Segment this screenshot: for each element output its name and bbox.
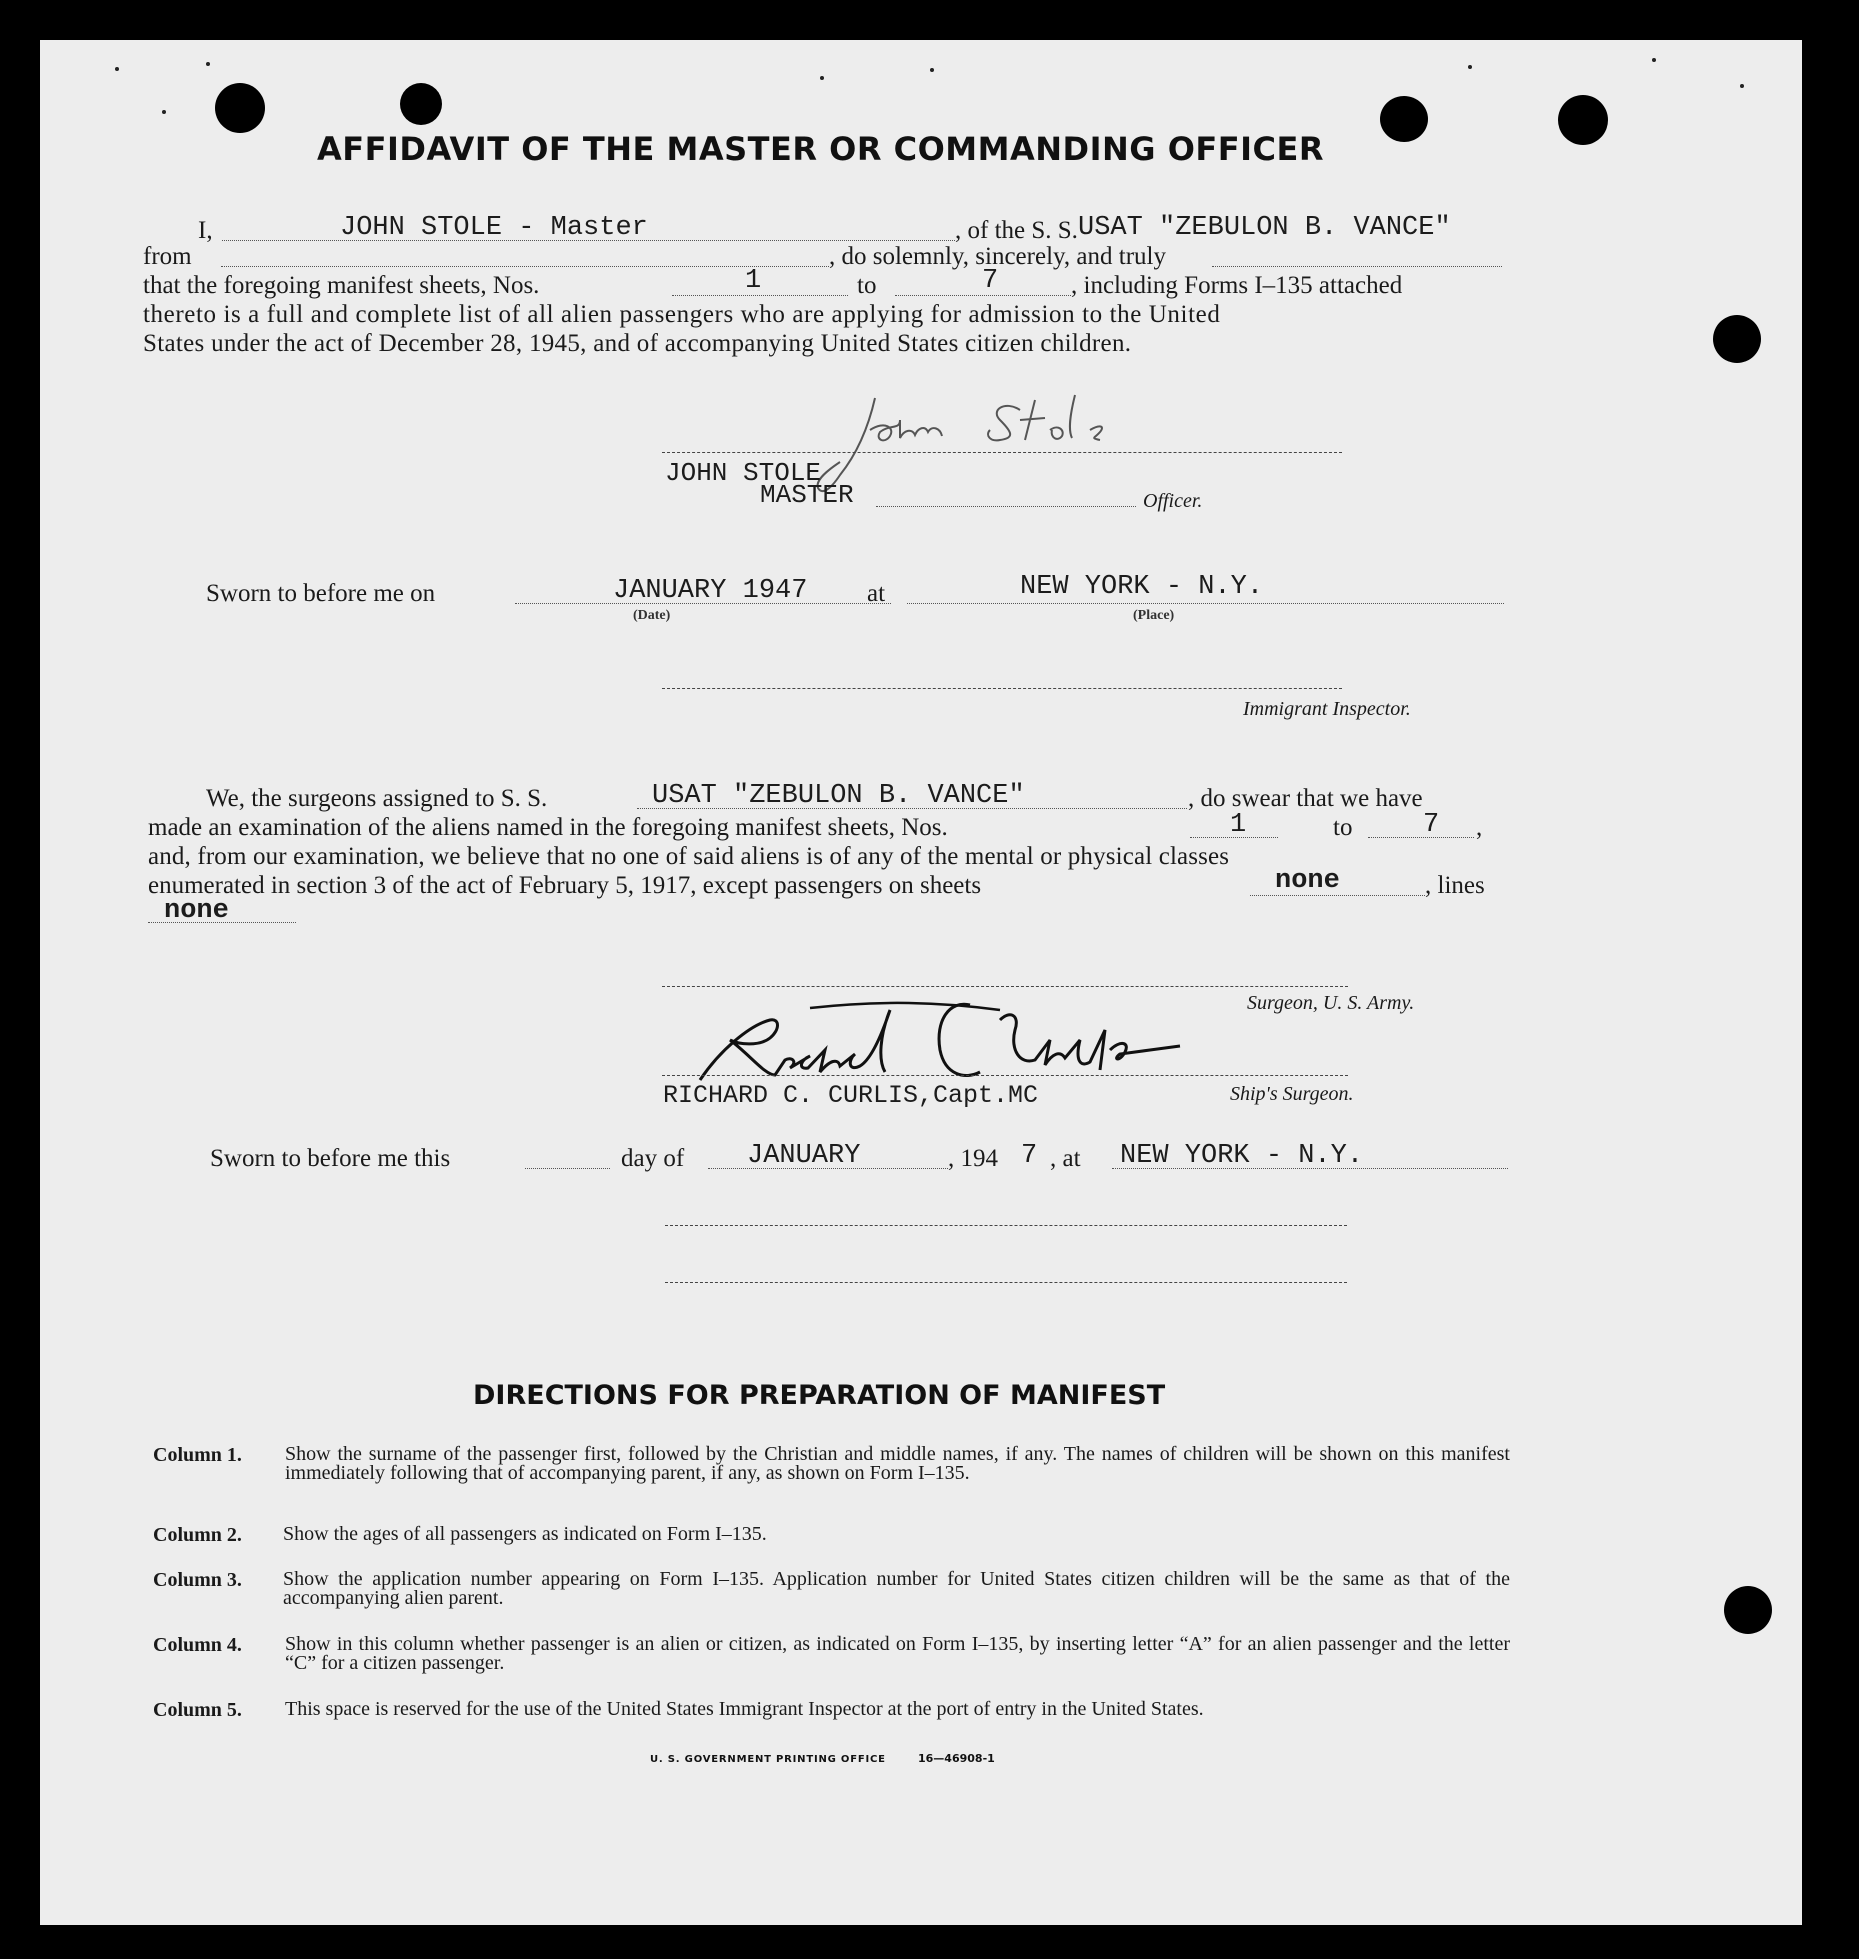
column-5-label: Column 5. [153, 1699, 242, 1721]
speck [820, 76, 824, 80]
lines-exception-field: none [164, 896, 229, 926]
comma: , [1476, 814, 1483, 841]
fill-line [876, 506, 1136, 507]
master-name-field: JOHN STOLE - Master [340, 213, 648, 243]
surgeons-line2: made an examination of the aliens named in the foregoing manifest sheets, Nos. [148, 814, 948, 841]
sworn2-place-field: NEW YORK - N.Y. [1120, 1141, 1364, 1171]
fill-line [1212, 266, 1502, 267]
punch-hole [1558, 95, 1608, 145]
surgeon-sheet-to: 7 [1423, 810, 1440, 840]
signer-name: JOHN STOLE [665, 458, 822, 488]
surgeon-sheet-from: 1 [1230, 810, 1247, 840]
speck [930, 68, 934, 72]
speck [1740, 84, 1744, 88]
date-caption: (Date) [633, 608, 671, 623]
signer-title: MASTER [760, 480, 854, 510]
year-digit-field: 7 [1021, 1141, 1038, 1171]
surgeon-name: RICHARD C. CURLIS,Capt.MC [663, 1081, 1039, 1110]
column-4-label: Column 4. [153, 1634, 242, 1656]
of-the-ss-label: , of the S. S. [955, 217, 1078, 244]
day-of-label: day of [621, 1145, 685, 1172]
punch-hole [400, 83, 442, 125]
column-1-text: Show the surname of the passenger first, followed by the Christian and middle names, if any. The names of children will be shown on this manifest immediately following that of accompanying parent, if any, as shown on Form I–135. [285, 1443, 1510, 1484]
to-label: to [857, 272, 877, 299]
sig-line-extra [665, 1225, 1347, 1226]
sworn2-month-field: JANUARY [747, 1141, 861, 1171]
sig-line-extra [665, 1282, 1347, 1283]
punch-hole [215, 83, 265, 133]
affidavit-prefix: I, [198, 217, 213, 244]
printer-imprint: U. S. GOVERNMENT PRINTING OFFICE [650, 1754, 886, 1765]
fill-line [525, 1168, 610, 1169]
column-4-text: Show in this column whether passenger is an alien or citizen, as indicated on Form I–135, by inserting letter “A” for an alien passenger and the letter “C” for a citizen passenger. [285, 1633, 1510, 1674]
column-2-text: Show the ages of all passengers as indicated on Form I–135. [283, 1523, 767, 1545]
speck [206, 62, 210, 66]
surgeon-to-label: to [1333, 814, 1353, 841]
sheet-to-field: 7 [982, 266, 999, 296]
page-title: AFFIDAVIT OF THE MASTER OR COMMANDING OFFICER [317, 130, 1324, 168]
surgeons-line4: enumerated in section 3 of the act of February 5, 1917, except passengers on sheets [148, 872, 982, 899]
surgeons-line1: We, the surgeons assigned to S. S. [206, 785, 548, 812]
inspector-caption: Immigrant Inspector. [1243, 698, 1411, 720]
affidavit-line5: States under the act of December 28, 1945, and of accompanying United States citizen children. [143, 330, 1132, 357]
speck [115, 67, 119, 71]
column-3-text: Show the application number appearing on Form I–135. Application number for United States citizen children will be the same as that of the accompanying alien parent. [283, 1568, 1510, 1609]
sworn2-prefix: Sworn to before me this [210, 1145, 451, 1172]
punch-hole [1380, 96, 1428, 142]
at2-label: , at [1050, 1145, 1081, 1172]
directions-title: DIRECTIONS FOR PREPARATION OF MANIFEST [473, 1380, 1166, 1411]
at-label: at [867, 580, 886, 607]
column-5-text: This space is reserved for the use of the United States Immigrant Inspector at the port of entry in the United States. [285, 1698, 1204, 1720]
sheets-exception-field: none [1275, 866, 1340, 896]
forms-attached-text: , including Forms I–135 attached [1071, 272, 1403, 299]
lines-label: , lines [1425, 872, 1485, 899]
ship-name-field: USAT "ZEBULON B. VANCE" [1078, 213, 1451, 243]
from-label: from [143, 243, 192, 270]
column-2-label: Column 2. [153, 1524, 242, 1546]
manifest-sheets-text: that the foregoing manifest sheets, Nos. [143, 272, 540, 299]
place-line [907, 603, 1504, 604]
surgeons-line3: and, from our examination, we believe that no one of said aliens is of any of the mental or physical classes [148, 843, 1230, 870]
sworn-date-field: JANUARY 1947 [613, 576, 808, 606]
ship-surgeon-caption: Ship's Surgeon. [1230, 1083, 1354, 1105]
affidavit-line4: thereto is a full and complete list of all alien passengers who are applying for admission to the United [143, 301, 1221, 328]
ship-surgeon-line [662, 1075, 1348, 1076]
year-prefix: , 194 [948, 1145, 998, 1172]
inspector-signature-line [662, 688, 1342, 689]
speck [1468, 65, 1472, 69]
sworn-place-field: NEW YORK - N.Y. [1020, 572, 1264, 602]
column-3-label: Column 3. [153, 1569, 242, 1591]
army-surgeon-caption: Surgeon, U. S. Army. [1247, 992, 1415, 1014]
do-swear-text: , do swear that we have [1188, 785, 1423, 812]
fill-line [1368, 837, 1474, 838]
officer-signature-line [662, 452, 1342, 453]
punch-hole [1724, 1586, 1772, 1634]
officer-caption: Officer. [1143, 490, 1203, 512]
speck [162, 110, 166, 114]
sworn-prefix: Sworn to before me on [206, 580, 436, 607]
form-number: 16—46908-1 [918, 1752, 995, 1765]
punch-hole [1713, 315, 1761, 363]
speck [1652, 58, 1656, 62]
document-sheet [40, 40, 1802, 1925]
surgeon-ship-field: USAT "ZEBULON B. VANCE" [652, 781, 1025, 811]
solemnly-text: , do solemnly, sincerely, and truly [829, 243, 1166, 270]
fill-line [221, 266, 829, 267]
sheet-from-field: 1 [745, 266, 762, 296]
column-1-label: Column 1. [153, 1444, 242, 1466]
place-caption: (Place) [1133, 608, 1175, 623]
fill-line [148, 922, 296, 923]
